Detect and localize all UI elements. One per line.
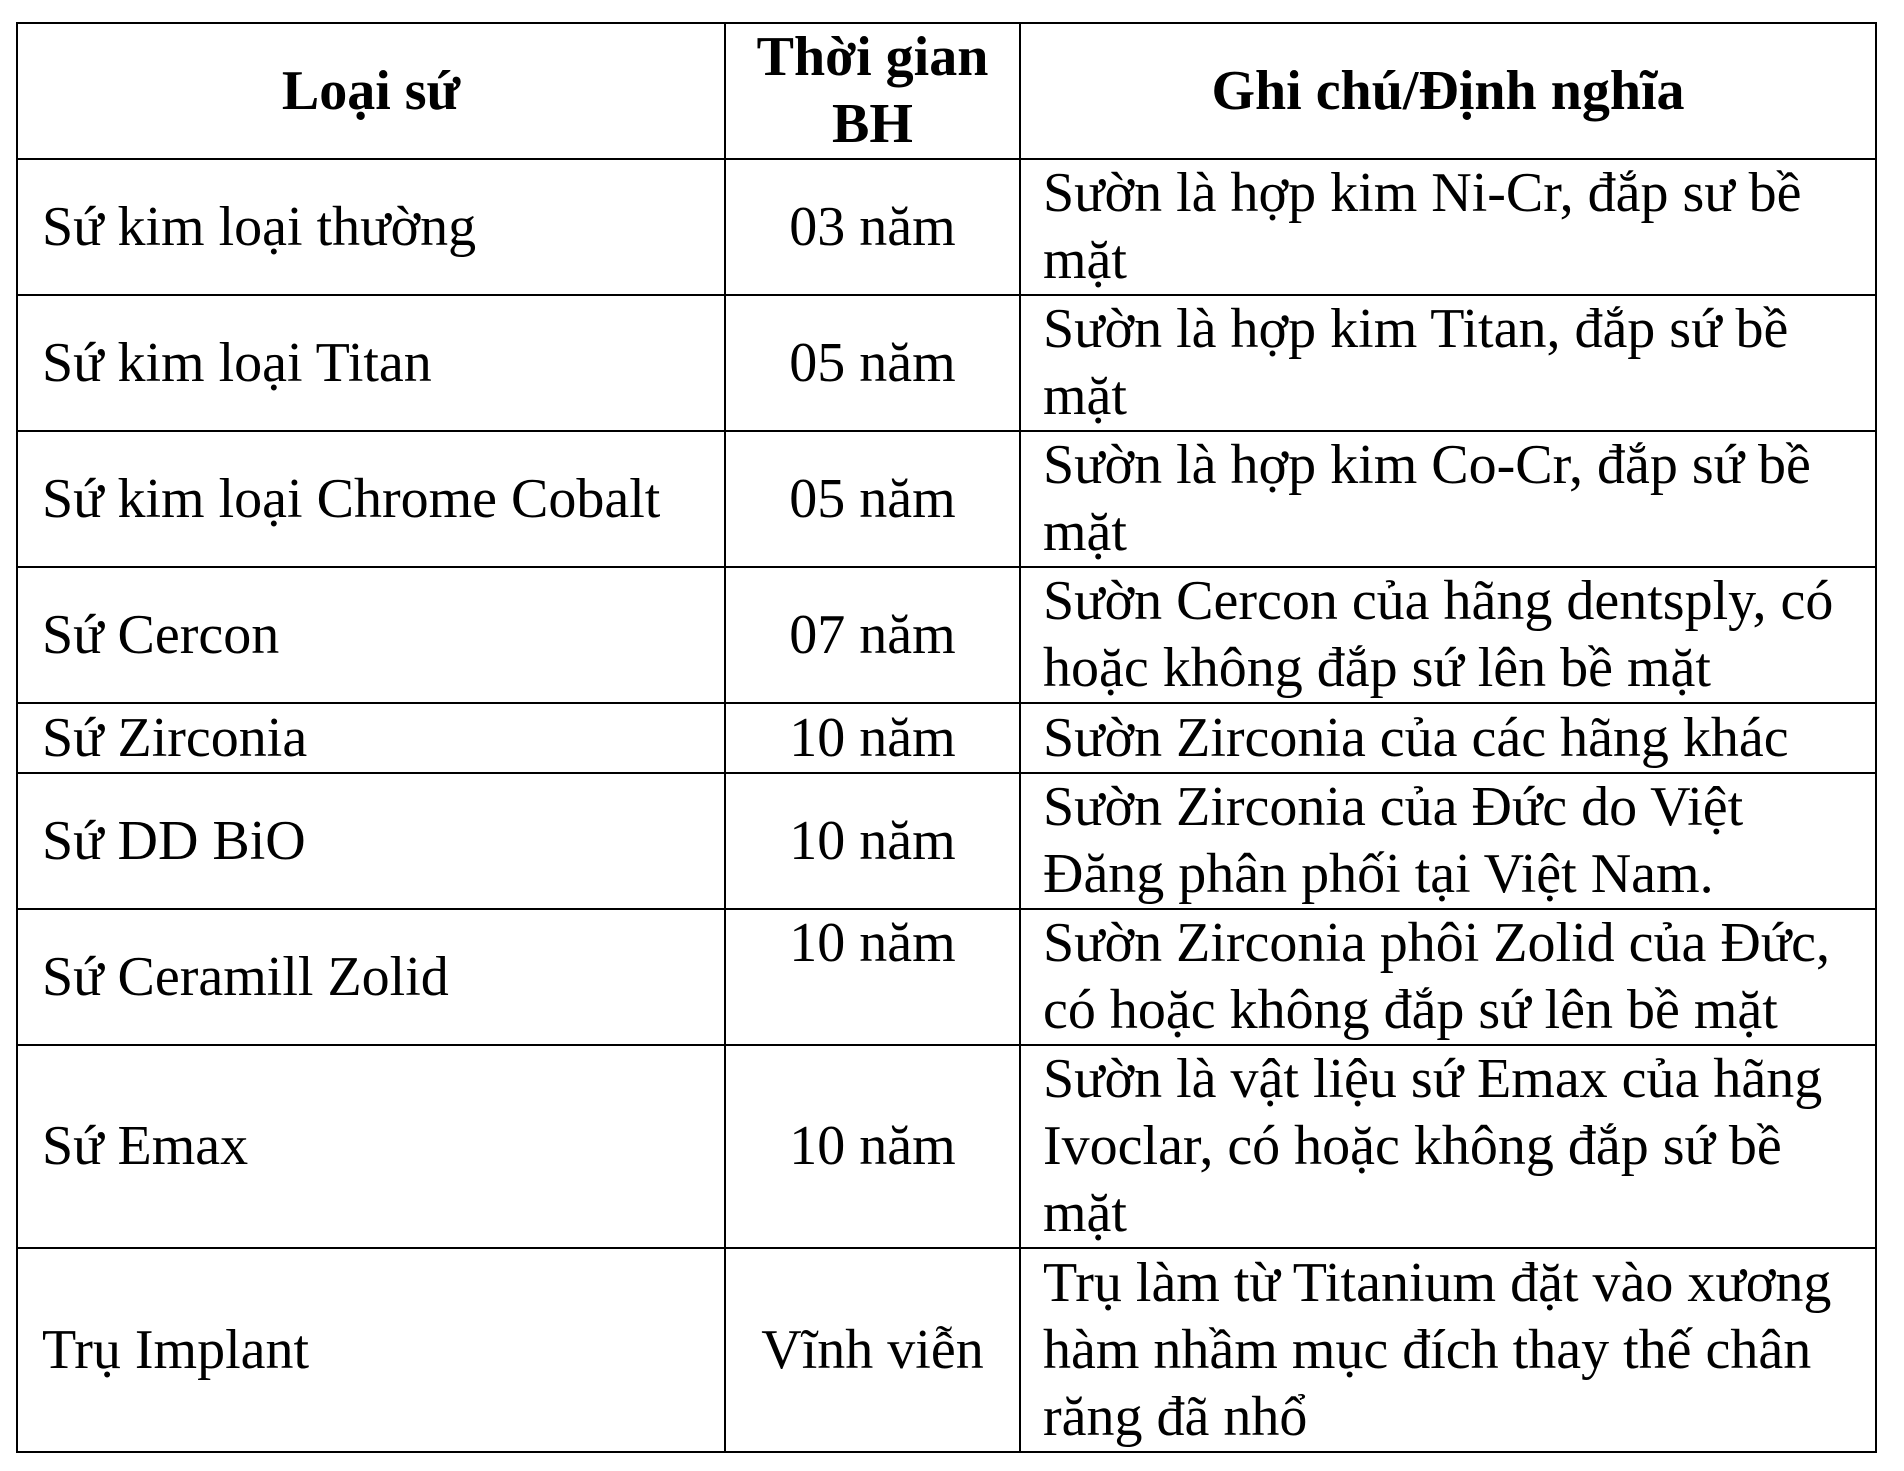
table-header-row [17,23,1876,159]
table-row [17,1248,1876,1452]
header-thoi-gian-bh: Thời gian BH [725,23,1020,159]
cell-warranty: 10 năm [725,909,1020,1045]
cell-note: Sườn là hợp kim Titan, đắp sứ bề mặt [1020,295,1876,431]
cell-type: Trụ Implant [17,1248,725,1452]
cell-warranty: Vĩnh viễn [725,1248,1020,1452]
cell-note: Sườn là hợp kim Co-Cr, đắp sứ bề mặt [1020,431,1876,567]
table-row [17,1045,1876,1248]
table-row [17,909,1876,1045]
cell-type: Sứ kim loại thường [17,159,725,295]
table-row [17,159,1876,295]
warranty-table [16,22,1877,1453]
table-row [17,295,1876,431]
table-row [17,431,1876,567]
table-row [17,773,1876,909]
cell-note: Sườn là hợp kim Ni-Cr, đắp sư bề mặt [1020,159,1876,295]
table-row [17,703,1876,773]
header-ghi-chu: Ghi chú/Định nghĩa [1020,23,1876,159]
header-loai-su: Loại sứ [17,23,725,159]
cell-note: Sườn Zirconia của Đức do Việt Đăng phân phối tại Việt Nam. [1020,773,1876,909]
cell-warranty: 10 năm [725,1045,1020,1248]
cell-note: Sườn Zirconia phôi Zolid của Đức, có hoặc không đắp sứ lên bề mặt [1020,909,1876,1045]
cell-type: Sứ kim loại Titan [17,295,725,431]
cell-note: Sườn Cercon của hãng dentsply, có hoặc không đắp sứ lên bề mặt [1020,567,1876,703]
cell-warranty: 10 năm [725,773,1020,909]
table-row [17,567,1876,703]
cell-warranty: 05 năm [725,431,1020,567]
cell-type: Sứ Zirconia [17,703,725,773]
cell-warranty: 03 năm [725,159,1020,295]
warranty-table-container [16,22,1877,1453]
cell-note: Sườn là vật liệu sứ Emax của hãng Ivoclar, có hoặc không đắp sứ bề mặt [1020,1045,1876,1248]
cell-note: Trụ làm từ Titanium đặt vào xương hàm nhầm mục đích thay thế chân răng đã nhổ [1020,1248,1876,1452]
cell-type: Sứ kim loại Chrome Cobalt [17,431,725,567]
cell-warranty: 05 năm [725,295,1020,431]
cell-note: Sườn Zirconia của các hãng khác [1020,703,1876,773]
cell-warranty: 10 năm [725,703,1020,773]
cell-type: Sứ Ceramill Zolid [17,909,725,1045]
cell-type: Sứ Cercon [17,567,725,703]
cell-warranty: 07 năm [725,567,1020,703]
cell-type: Sứ Emax [17,1045,725,1248]
cell-type: Sứ DD BiO [17,773,725,909]
